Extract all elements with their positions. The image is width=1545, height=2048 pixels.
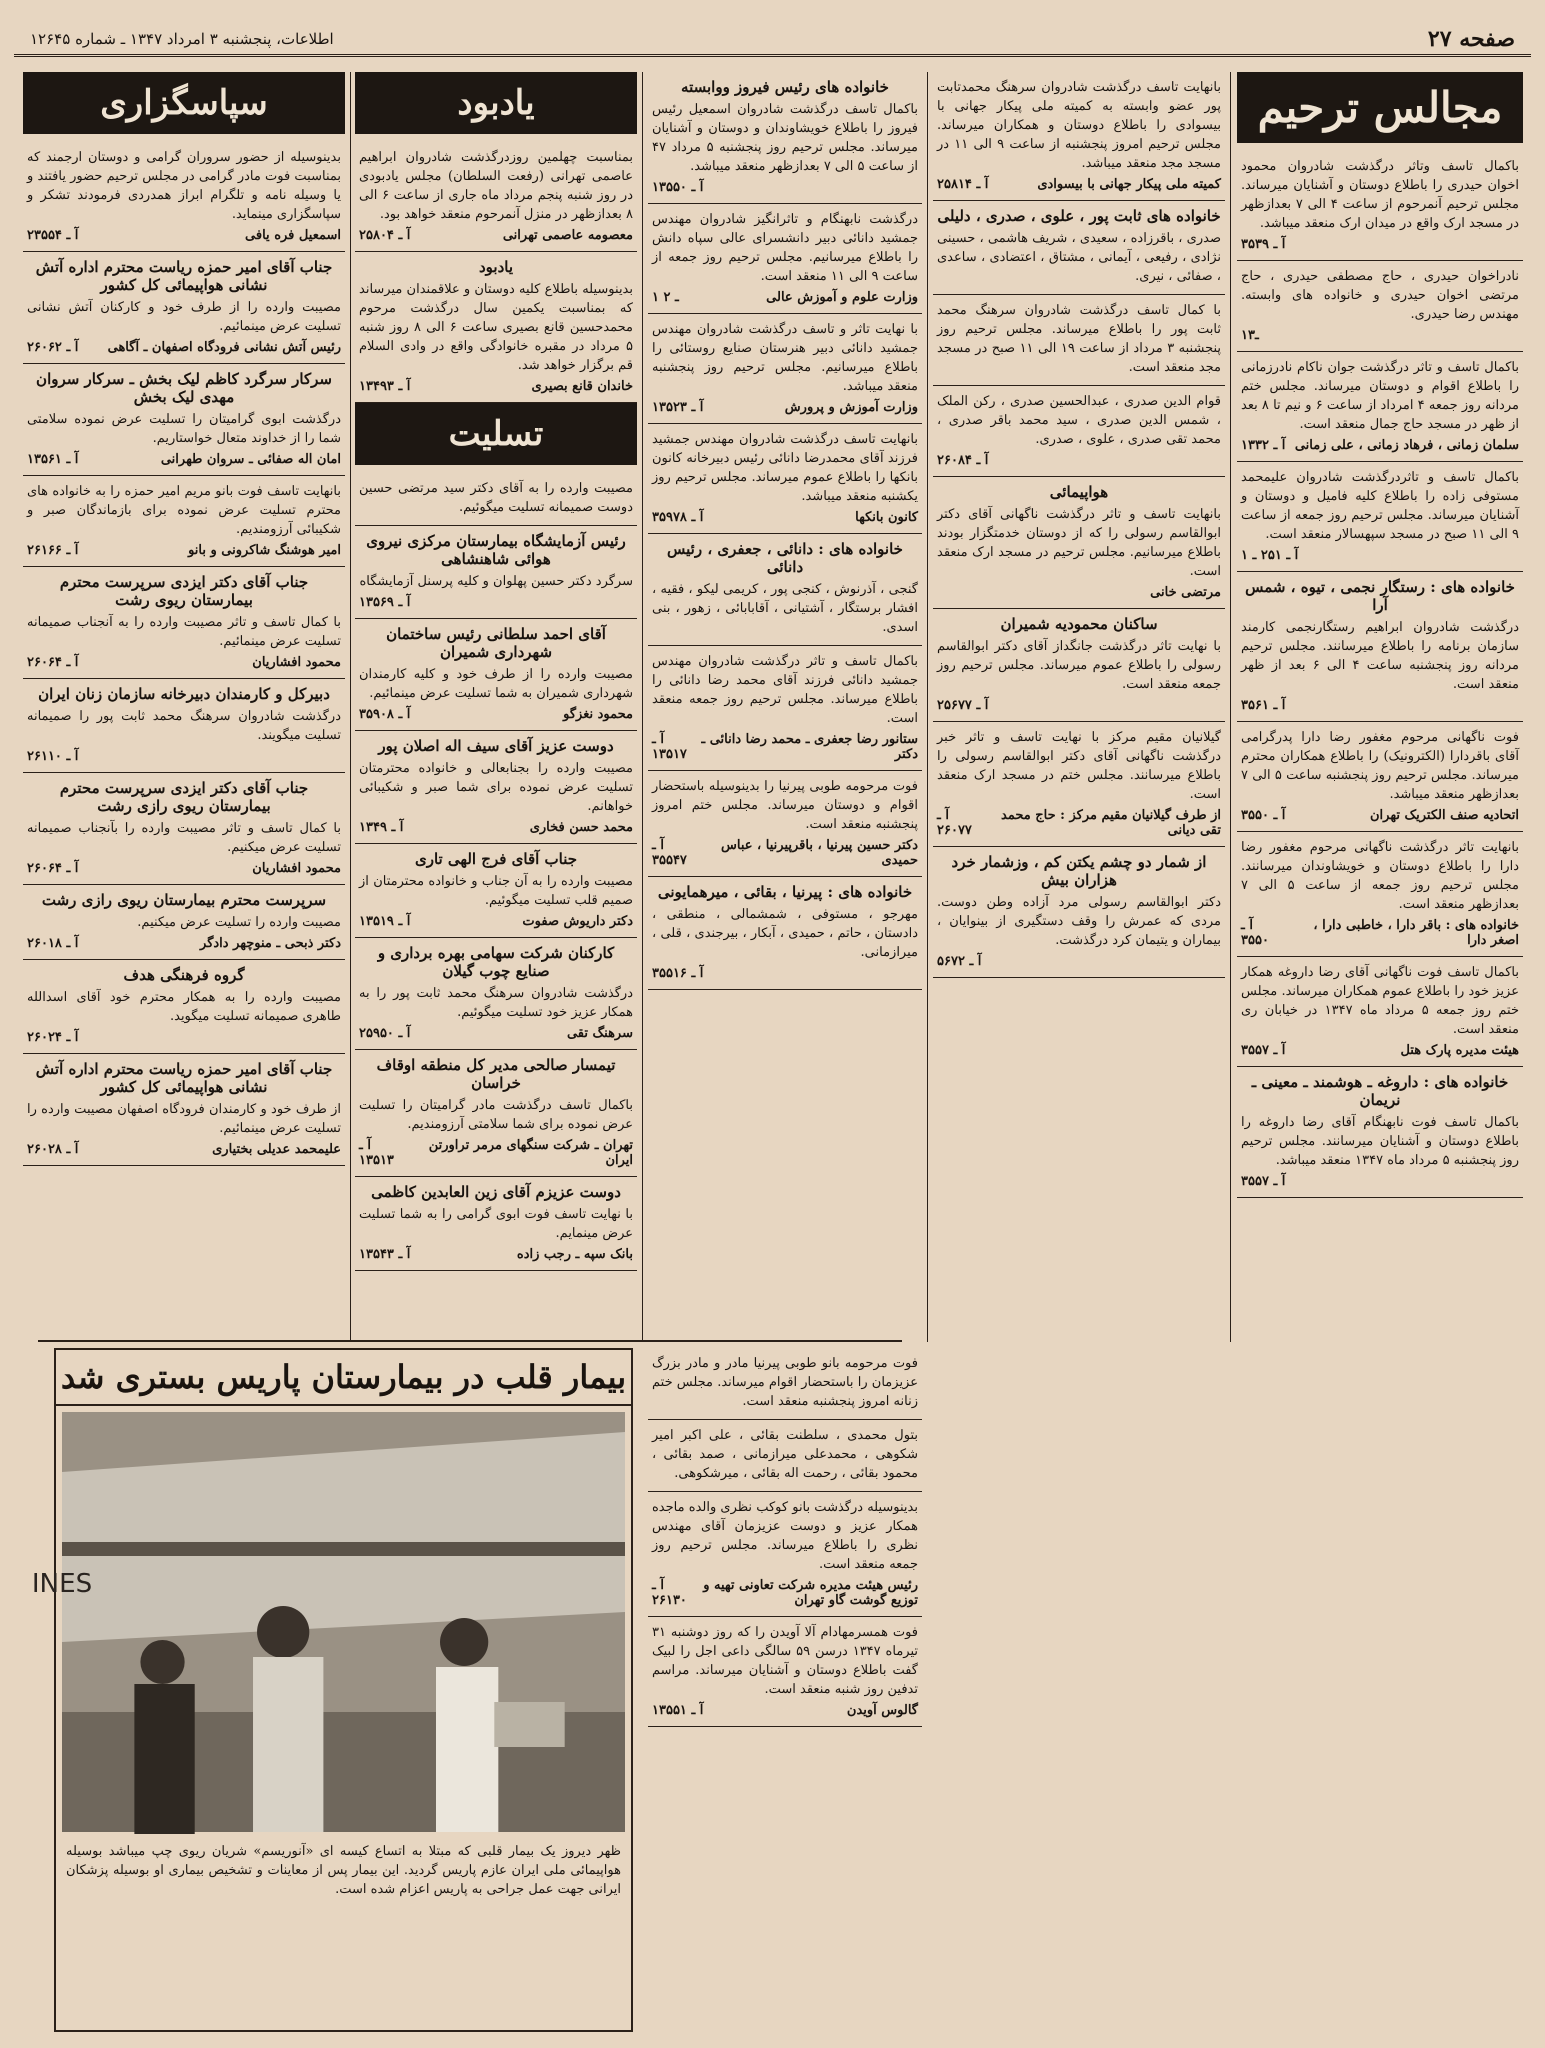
notice-text: درگذشت شادروان سرهنگ محمد ثابت پور را صمیمانه تسلیت میگویند.: [27, 709, 341, 743]
notice-signature-row: [27, 452, 341, 467]
notice-code: آ ـ ۱۳۴۹۳: [359, 379, 411, 394]
notice: [1237, 832, 1523, 957]
notice-title: کارکنان شرکت سهامی بهره برداری و صنایع چوب گیلان: [377, 944, 615, 980]
notice-title: آقای احمد سلطانی رئیس ساختمان شهرداری شمیران: [386, 625, 606, 661]
notice-signature-row: [1241, 808, 1519, 823]
notice-signature-row: [27, 1142, 341, 1157]
notice-signature: خانواده های : باقر دارا ، خاطبی دارا ، اصغر دارا: [1313, 918, 1519, 948]
notice-title: دوست عزیز آقای سیف اله اصلان پور: [378, 737, 614, 755]
notice-title: سرپرست محترم بیمارستان ریوی رازی رشت: [41, 891, 327, 909]
notice-text: مصیبت وارده را به همکار محترم خود آقای اسدالله طاهری صمیمانه تسلیت میگوید.: [27, 990, 341, 1024]
notice-code: آ ـ ۱۳۵۱۷: [652, 732, 687, 762]
notice-signature: رئیس هیئت مدیره شرکت تعاونی تهیه و توزیع گوشت گاو تهران: [703, 1578, 918, 1608]
notice-signature: امان اله صفائی ـ سروان طهرانی: [160, 452, 341, 467]
notice: [648, 1617, 922, 1727]
notice: [933, 847, 1225, 978]
notice: [933, 295, 1225, 386]
notice: [23, 885, 345, 960]
notice-signature-row: [937, 808, 1221, 838]
notice-text: گیلانیان مقیم مرکز با نهایت تاسف و تاثر خبر درگذشت ناگهانی آقای دکتر ابوالقاسم رسولی را باطلاع میرسانند. مجلس ختم در مسجد ارک منعقد است.: [937, 730, 1221, 802]
masthead: [14, 24, 1531, 57]
notice-text: مهرجو ، مستوفی ، شمشمالی ، منطقی ، دادستان ، حاتم ، حمیدی ، آبکار ، بیرجندی ، قلی ، میرازمانی.: [652, 907, 918, 960]
notice-text: بدینوسیله باطلاع کلیه دوستان و علاقمندان میرساند که بمناسبت یکمین سال درگذشت مرحوم محمدحسین قانع بصیری ساعت ۶ الی ۸ روز شنبه ۵ مرداد در مقبره خانوادگی واقع در وادی السلام قم برگزار خواهد شد.: [359, 282, 633, 373]
notice-signature-row: [652, 1578, 918, 1608]
notice-text: درگذشت شادروان سرهنگ محمد ثابت پور را به همکار عزیز خود تسلیت میگوئیم.: [359, 986, 633, 1020]
notice-title: جناب آقای دکتر ایزدی سرپرست محترم بیمارستان ریوی رشت: [59, 573, 309, 609]
notice-signature: محمد حسن فخاری: [529, 820, 633, 835]
notice: [648, 534, 922, 646]
notice: [23, 142, 345, 252]
notice-text: بدینوسیله از حضور سروران گرامی و دوستان ارجمند که بمناسبت فوت مادر گرامی در مجلس ترحیم حضور یافتند و یا وسیله نامه و تلگرام ابراز همدردی فرمودند تشکر و سپاسگزاری مینماید.: [27, 150, 341, 222]
notice: [355, 1177, 637, 1271]
notice-code: آ ـ ۱۳۵۴۳: [359, 1247, 411, 1262]
notice: [1237, 151, 1523, 261]
notice-code: آ ـ ۳۵۵۷: [1241, 1043, 1286, 1058]
notice-title: از شمار دو چشم یکتن کم ، وزشمار خرد هزاران بیش: [951, 853, 1207, 889]
notice-text: مصیبت وارده را از طرف خود و کلیه کارمندان شهرداری شمیران به شما تسلیت عرض مینمائیم.: [359, 667, 633, 701]
notice-signature-row: [1241, 918, 1519, 948]
notice-title: خانواده های : پیرنیا ، بقائی ، میرهمایونی: [657, 883, 913, 901]
notice-title: گروه فرهنگی هدف: [123, 966, 245, 984]
notice-code: آ ـ ۲۶۰۶۴: [27, 655, 79, 670]
notice-text: بتول محمدی ، سلطنت بقائی ، علی اکبر امیر شکوهی ، محمدعلی میرازمانی ، صمد بقائی ، محمود بقائی ، رحمت اله بقائی ، میرشکوهی.: [652, 1428, 918, 1481]
notice-code: آ ـ ۲۶۰۱۸: [27, 936, 79, 951]
notice-code: آ ـ ۲۵۱ ـ ۱: [1241, 548, 1299, 563]
notice-signature-row: [1241, 1043, 1519, 1058]
notice-signature: علیمحمد عدیلی بختیاری: [212, 1142, 341, 1157]
notice-text: نادراخوان حیدری ، حاج مصطفی حیدری ، حاج مرتضی اخوان حیدری و خانواده های وابسته. مهندس رضا حیدری.: [1241, 269, 1519, 322]
page-number: صفحه ۲۷: [1427, 26, 1515, 52]
notice-title: هواپیمائی: [1049, 483, 1109, 501]
notice-signature-row: [359, 228, 633, 243]
notice-text: بانهایت تاسف فوت بانو مریم امیر حمزه را به خانواده های محترم تسلیت عرض نموده برای بازماندگان صبر و شکیبائی آرزومندیم.: [27, 484, 341, 537]
notice-signature: ستانور رضا جعفری ـ محمد رضا دانائی ـ دکتر: [701, 732, 918, 762]
notice-signature: از طرف گیلانیان مقیم مرکز : حاج محمد تقی دیانی: [1001, 808, 1221, 838]
notice-text: بانهایت تاثر درگذشت ناگهانی مرحوم مغفور رضا دارا را باطلاع دوستان و خویشاوندان میرسانند. مجلس ترحیم روز جمعه از ساعت ۵ الی ۷ بعدازظهر منعقد است.: [1241, 840, 1519, 912]
notice-signature-row: [27, 861, 341, 876]
notice: [355, 938, 637, 1050]
notice: [648, 1492, 922, 1617]
notice-text: مصیبت وارده را تسلیت عرض میکنیم.: [137, 915, 341, 930]
notice-code: آ ـ ۳۵۵۴۷: [652, 838, 687, 868]
notice-code: آ ـ ۱۳۴۹: [359, 820, 404, 835]
notice-code: آ ـ ۳۵۶۱: [1241, 698, 1286, 713]
notice-title: خانواده های : رستگار نجمی ، تیوه ، شمس آرا: [1245, 578, 1515, 614]
notice-text: فوت مرحومه طوبی پیرنیا را بدینوسیله باستحضار اقوام و دوستان میرساند. مجلس ختم امروز پنجشنبه منعقد است.: [652, 779, 918, 832]
notice-code: آ ـ ۲۵۹۵۰: [359, 1026, 411, 1041]
notice-code: آ ـ ۲۶۰۶۲: [27, 340, 79, 355]
notice-signature-row: [27, 936, 341, 951]
notice-signature: محمود افشاریان: [252, 861, 341, 876]
notice-signature-row: [359, 379, 633, 394]
notice-code: ۱ـ۳: [1241, 328, 1259, 343]
notice-signature: سرهنگ تقی: [566, 1026, 633, 1041]
notice-signature-row: [359, 1138, 633, 1168]
photo-headline: بیمار قلب در بیمارستان پاریس بستری شد: [56, 1350, 631, 1406]
notice-code: آ ـ ۲۵۶۷۷: [937, 698, 989, 713]
notice-code: آ ـ ۲۶۰۲۴: [27, 1030, 79, 1045]
notice-signature-row: [359, 707, 633, 722]
notice: [23, 567, 345, 679]
notice-text: بدینوسیله درگذشت بانو کوکب نظری والده ماجده همکار عزیز و دوست عزیزمان آقای مهندس نظری را باطلاع میرساند. مجلس ترحیم روز جمعه منعقد است.: [652, 1500, 918, 1572]
notice: [1237, 261, 1523, 352]
notice: [648, 646, 922, 771]
notice: [933, 72, 1225, 201]
section-rule: [38, 1340, 902, 1342]
section-banner-majales: مجالس ترحیم: [1237, 72, 1523, 143]
notice-code: آ ـ ۲۶۰۶۴: [27, 861, 79, 876]
notice: [355, 473, 637, 526]
notice: [648, 424, 922, 534]
notice-text: فوت همسرمهادام آلا آویدن را که روز دوشنبه ۳۱ تیرماه ۱۳۴۷ درسن ۵۹ سالگی داعی اجل را لبیک گفت باطلاع دوستان و آشنایان میرساند. مراسم تدفین روز شنبه منعقد است.: [652, 1625, 918, 1697]
notice-code: آ ـ ۲۵۸۰۴: [359, 228, 411, 243]
notice: [1237, 572, 1523, 722]
notice: [648, 771, 922, 877]
notice: [23, 364, 345, 476]
notice: [23, 773, 345, 885]
notice-text: باکمال تاسف فوت نابهنگام آقای رضا داروغه را باطلاع دوستان و آشنایان میرسانند. مجلس ترحیم روز پنجشنبه ۵ مرداد ماه ۱۳۴۷ منعقد میباشد.: [1241, 1115, 1519, 1168]
column-3: [648, 72, 922, 1338]
notice: [355, 142, 637, 252]
notice-text: فوت ناگهانی مرحوم مغفور رضا دارا پدرگرامی آقای باقردارا (الکترونیک) را باطلاع همکاران محترم میرساند. مجلس ترحیم روز پنجشنبه ساعت ۵ الی ۷ بعدازظهر منعقد میباشد.: [1241, 730, 1519, 802]
notice-signature-row: [652, 732, 918, 762]
notice: [1237, 1067, 1523, 1198]
notice-signature: گالوس آویدن: [846, 1703, 918, 1718]
notice-signature: بانک سپه ـ رجب زاده: [516, 1247, 633, 1262]
notice-signature-row: [27, 749, 341, 764]
notice-text: با نهایت تاسف فوت ابوی گرامی را به شما تسلیت عرض مینمایم.: [359, 1207, 633, 1241]
notice: [23, 960, 345, 1054]
column-2: [933, 72, 1225, 2012]
column-rule: [1230, 72, 1231, 1342]
photo-caption: ظهر دیروز یک بیمار قلبی که مبتلا به اتساع کیسه ای «آنوریسم» شریان ریوی چپ میباشد بوسیله هواپیمائی ملی ایران عازم پاریس گردید. این بیمار پس از معاینات و تشخیص بیماری او بوسیله پزشکان ایرانی جهت عمل جراحی به پاریس اعزام شده است.: [66, 1844, 621, 1897]
notice-signature-row: [27, 1030, 341, 1045]
notice-text: مصیبت وارده را به آقای دکتر سید مرتضی حسین دوست صمیمانه تسلیت میگوئیم.: [359, 481, 633, 515]
notice-signature: خاندان قانع بصیری: [531, 379, 633, 394]
notice-signature-row: [359, 914, 633, 929]
notice-text: بانهایت تاسف درگذشت شادروان سرهنگ محمدتابت پور عضو وابسته به کمیته ملی پیکار جهانی با بیسوادی را باطلاع دوستان و همکاران میرساند. مجلس ترحیم امروز پنجشنبه از ساعت ۹ الی ۱۱ در مسجد مجد منعقد میباشد.: [937, 80, 1221, 171]
notice-code: آ ـ ۲۵۸۱۴: [937, 177, 989, 192]
notice-signature-row: [359, 1026, 633, 1041]
airplane-photo-illustration: [31, 1412, 625, 1832]
notice: [355, 1050, 637, 1177]
notice: [355, 844, 637, 938]
notice-code: آ ـ ۲۶۰۸۴: [937, 453, 989, 468]
notice-text: با نهایت تاثر و تاسف درگذشت شادروان مهندس جمشید دانائی دبیر هنرستان صنایع روستائی را باطلاع میرسانیم. مجلس ترحیم روز پنجشنبه منعقد میباشد.: [652, 322, 918, 394]
notice-title: خانواده های : دانائی ، جعفری ، رئیس دانائی: [667, 540, 903, 576]
notice-signature: محمود افشاریان: [252, 655, 341, 670]
notice-signature: وزارت علوم و آموزش عالی: [766, 290, 918, 305]
notice-signature-row: [27, 655, 341, 670]
plane-livery-text: INES: [31, 1569, 93, 1599]
notice-code: آ ـ ۲۶۱۶۶: [27, 543, 79, 558]
notice: [933, 386, 1225, 477]
notice-signature: محمود نغزگو: [563, 707, 633, 722]
notice-signature-row: [937, 954, 1221, 969]
notice-text: درگذشت نابهنگام و تاثرانگیز شادروان مهندس جمشید دانائی دبیر دانشسرای عالی سپاه دانش را باطلاع میرسانیم. مجلس ترحیم روز جمعه از ساعت ۹ الی ۱۱ منعقد است.: [652, 212, 918, 284]
notice-code: آ ـ ۱۳۳۲: [1241, 438, 1286, 453]
notice-text: گنجی ، آذرنوش ، کنجی پور ، کریمی لیکو ، فقیه ، افشار برستگار ، آشتیانی ، آقابابائی ، زهور ، بنی اسدی.: [652, 582, 918, 635]
notice-text: مصیبت وارده را بجنابعالی و خانواده محترمتان تسلیت عرض نموده برای شما صبر و شکیبائی خواهانم.: [359, 761, 633, 814]
notice-signature-row: [359, 595, 633, 610]
notice-code: آ ـ ۱۳۵۶۹: [359, 595, 411, 610]
column-rule: [642, 72, 643, 1342]
notice-title: دوست عزیزم آقای زین العابدین کاظمی: [371, 1183, 621, 1201]
notice-signature-row: [652, 180, 918, 195]
notice-signature: کانون بانکها: [855, 510, 918, 525]
notice-signature-row: [1241, 328, 1519, 343]
notice-text: مصیبت وارده را به آن جناب و خانواده محترمتان از صمیم قلب تسلیت میگوئیم.: [359, 874, 633, 908]
notice-text: باکمال تاسف درگذشت شادروان اسمعیل رئیس فیروز را باطلاع خویشاوندان و دوستان و آشنایان میرساند. مجلس ترحیم روز پنجشنبه ۵ مرداد ۴۷ از ساعت ۵ الی ۷ بعدازظهر منعقد میباشد.: [652, 102, 918, 174]
column-rule: [350, 72, 351, 1342]
notice-signature-row: [652, 838, 918, 868]
notice-code: آ ـ ۲۶۱۱۰: [27, 749, 79, 764]
notice: [648, 877, 922, 990]
notice-text: صدری ، باقرزاده ، سعیدی ، شریف هاشمی ، حسینی نژادی ، رفیعی ، آیمانی ، مشتاق ، اعتضادی ، ساعدی ، صفائی ، نیری.: [937, 231, 1221, 284]
notice-signature-row: [1241, 548, 1519, 563]
notice: [23, 1054, 345, 1166]
notice-signature: اتحادیه صنف الکتریک تهران: [1370, 808, 1519, 823]
notice-title: یادبود: [478, 258, 514, 276]
notice-code: آ ـ ۲۳۵۵۴: [27, 228, 79, 243]
column-majales: [1237, 72, 1523, 2012]
notice: [933, 609, 1225, 722]
notice-text: درگذشت شادروان ابراهیم رستگارنجمی کارمند سازمان برنامه را باطلاع میرسانند. مجلس ترحیم مردانه روز پنجشنبه ساعت ۴ الی ۶ بعد از ظهر منعقد است.: [1241, 620, 1519, 692]
notice-text: باکمال تاسف وتاثر درگذشت شادروان محمود اخوان حیدری را باطلاع دوستان و آشنایان میرساند. مجلس ترحیم آنمرحوم از ساعت ۴ الی ۷ بعدازظهر در مسجد ارک واقع در میدان ارک منعقد میباشد.: [1241, 159, 1520, 231]
notice: [1237, 462, 1523, 572]
notice-signature-row: [27, 340, 341, 355]
photo-news-block: [31, 1348, 633, 2032]
notice-signature: مرتضی خانی: [1150, 585, 1221, 600]
notice-code: آ ـ ۲۶۰۲۸: [27, 1142, 79, 1157]
notice-title: رئیس آزمایشگاه بیمارستان مرکزی نیروی هوائی شاهنشاهی: [366, 532, 626, 568]
notice-signature: اسمعیل فره یافی: [245, 228, 341, 243]
notice-title: خانواده های رئیس فیروز ووابسته: [681, 78, 889, 96]
notice-text: فوت مرحومه بانو طوبی پیرنیا مادر و مادر بزرگ عزیزمان را باستحضار اقوام میرساند. مجلس ختم زنانه امروز پنجشنبه منعقد است.: [652, 1356, 918, 1409]
notice-text: با کمال تاسف و تاثر مصیبت وارده را به آنجناب صمیمانه تسلیت عرض مینمائیم.: [27, 615, 341, 649]
notice-signature-row: [1241, 438, 1519, 453]
notice-signature-row: [359, 820, 633, 835]
notice-code: آ ـ ۳۵۹۰۸: [359, 707, 411, 722]
notice-signature-row: [652, 1703, 918, 1718]
notice-title: خانواده های : داروغه ـ هوشمند ـ معینی ـ نریمان: [1251, 1073, 1509, 1109]
notice: [648, 1420, 922, 1492]
notice-code: آ ـ ۲۶۱۳۰: [652, 1578, 687, 1608]
notice-title: جناب آقای امیر حمزه ریاست محترم اداره آتش نشانی هواپیمائی کل کشور: [35, 258, 333, 294]
notice-code: آ ـ ۳۵۳۹: [1241, 237, 1286, 252]
notice-signature-row: [652, 290, 918, 305]
notice-signature-row: [1241, 698, 1519, 713]
section-banner-yadbood: یادبود: [355, 72, 637, 134]
notice-title: تیمسار صالحی مدیر کل منطقه اوقاف خراسان: [376, 1056, 616, 1092]
notice-code: آ ـ ۱۳۵۵۰: [652, 180, 704, 195]
notice-signature-row: [27, 228, 341, 243]
notice-code: آ ـ ۳۵۵۷: [1241, 1174, 1286, 1189]
notice-signature: هیئت مدیره پارک هتل: [1400, 1043, 1519, 1058]
notice-signature-row: [359, 1247, 633, 1262]
notice-signature: رئیس آتش نشانی فرودگاه اصفهان ـ آگاهی: [107, 340, 341, 355]
notice-code: آ ـ ۳۵۹۷۸: [652, 510, 704, 525]
notice-code: آ ـ ۳۵۵۰: [1241, 808, 1286, 823]
notice-code: آ ـ ۳۵۵۰: [1241, 918, 1269, 948]
notice-signature: وزارت آموزش و پرورش: [784, 400, 918, 415]
notice-signature-row: [27, 543, 341, 558]
notice: [355, 619, 637, 731]
notice-text: درگذشت ابوی گرامیتان را تسلیت عرض نموده سلامتی شما را از خداوند متعال خواستاریم.: [27, 412, 341, 446]
notice-text: قوام الدین صدری ، عبدالحسین صدری ، رکن الملک ، شمس الدین صدری ، سید محمد باقر صدری ، محمد تقی صدری ، علوی ، صدری.: [937, 394, 1221, 447]
section-banner-tasliat: تسلیت: [355, 403, 637, 465]
notice-signature: دکتر داریوش صفوت: [522, 914, 633, 929]
notice-title: ساکنان محمودیه شمیران: [1000, 615, 1158, 633]
notice: [1237, 352, 1523, 462]
notice: [1237, 722, 1523, 832]
notice-signature-row: [652, 966, 918, 981]
notice-text: باکمال تاسف فوت ناگهانی آقای رضا داروغه همکار عزیز خود را باطلاع عموم همکاران میرساند. مجلس ختم روز جمعه ۵ مرداد ماه ۱۳۴۷ در خیابان ری منعقد است.: [1241, 965, 1520, 1037]
newspaper-page: [14, 10, 1531, 2040]
notice-text: بمناسبت چهلمین روزدرگذشت شادروان ابراهیم عاصمی تهرانی (رفعت السلطان) مجلس یادبودی در روز شنبه پنجم مرداد ماه جاری از ساعت ۶ الی ۸ بعدازظهر در منزل آنمرحوم منعقد خواهد بود.: [359, 150, 633, 222]
notice-text: با کمال تاسف درگذشت شادروان سرهنگ محمد ثابت پور را باطلاع میرساند. مجلس ترحیم روز پنجشنبه ۳ مرداد از ساعت ۱۹ الی ۱۱ صبح در مسجد مجد منعقد است.: [937, 303, 1221, 375]
notice-title: جناب آقای امیر حمزه ریاست محترم اداره آتش نشانی هواپیمائی کل کشور: [35, 1060, 333, 1096]
notice-code: ۱ ـ ۲: [652, 290, 679, 305]
notice-title: جناب آقای فرج الهی تاری: [414, 850, 578, 868]
notice: [23, 679, 345, 773]
notice: [933, 477, 1225, 609]
notice: [648, 204, 922, 314]
notice-text: با نهایت تاثر درگذشت جانگداز آقای دکتر ابوالقاسم رسولی را باطلاع عموم میرساند. مجلس ترحیم روز جمعه منعقد است.: [937, 639, 1221, 692]
column-rule: [927, 72, 928, 1342]
notice-signature-row: [937, 585, 1221, 600]
notice-signature-row: [937, 177, 1221, 192]
notice-text: باکمال تاسف و تاثر درگذشت جوان ناکام نادرزمانی را باطلاع اقوام و دوستان میرساند. مجلس ختم مردانه روز جمعه ۴ امرداد از ساعت ۶ و نیم تا ۸ بعد از ظهر در مسجد حاج جمال منعقد است.: [1241, 360, 1519, 432]
notice: [1237, 957, 1523, 1067]
notice-text: بانهایت تاسف و تاثر درگذشت ناگهانی آقای دکتر ابوالقاسم رسولی را که از دوستان خدمتگزار بودند باطلاع میرسانیم. مجلس ترحیم در مسجد ارک منعقد است.: [937, 507, 1221, 579]
notice-text: از طرف خود و کارمندان فرودگاه اصفهان مصیبت وارده را تسلیت عرض مینمائیم.: [27, 1102, 341, 1136]
notice-signature-row: [652, 400, 918, 415]
notice-title: دبیرکل و کارمندان دبیرخانه سازمان زنان ایران: [38, 685, 330, 703]
notice-text: باکمال تاسف و تاثردرگذشت شادروان علیمحمد مستوفی زاده را باطلاع کلیه فامیل و دوستان و آشنایان میرساند. مجلس ترحیم روز جمعه از ساعت ۹ الی ۱۱ صبح در مسجد سپهسالار منعقد است.: [1241, 470, 1519, 542]
notice-signature: سلمان زمانی ، فرهاد زمانی ، علی زمانی: [1294, 438, 1519, 453]
notice: [648, 1348, 922, 1420]
notice: [933, 722, 1225, 847]
notice-signature-row: [1241, 237, 1519, 252]
notice-signature: دکتر حسین پیرنیا ، باقرپیرنیا ، عباس حمیدی: [721, 838, 918, 868]
notice: [933, 201, 1225, 295]
notice-code: آ ـ ۵۶۷۲: [937, 954, 982, 969]
news-photo: [31, 1412, 625, 1832]
notice: [355, 252, 637, 403]
notice: [648, 72, 922, 204]
notice-code: آ ـ ۳۵۵۱۶: [652, 966, 704, 981]
notice-signature-row: [937, 453, 1221, 468]
notice-signature: معصومه عاصمی تهرانی: [502, 228, 633, 243]
notice-text: مصیبت وارده را از طرف خود و کارکنان آتش نشانی تسلیت عرض مینمائیم.: [27, 300, 341, 334]
notice-title: جناب آقای دکتر ایزدی سرپرست محترم بیمارستان ریوی رازی رشت: [59, 779, 309, 815]
notice-text: باکمال تاسف و تاثر درگذشت شادروان مهندس جمشید دانائی فرزند آقای محمد رضا دانائی را باطلاع میرساند. مجلس ترحیم روز جمعه منعقد است.: [652, 654, 918, 726]
notice-text: با کمال تاسف و تاثر مصیبت وارده را بآنجناب صمیمانه تسلیت عرض میکنیم.: [27, 821, 341, 855]
notice-signature-row: [937, 698, 1221, 713]
notice-code: آ ـ ۲۶۰۷۷: [937, 808, 972, 838]
notice-signature-row: [652, 510, 918, 525]
notice-signature: تهران ـ شرکت سنگهای مرمر تراورتن ایران: [428, 1138, 633, 1168]
notice-code: آ ـ ۱۳۵۱۳: [359, 1138, 394, 1168]
notice-code: آ ـ ۱۳۵۶۱: [27, 452, 79, 467]
notice: [355, 731, 637, 844]
notice-signature: دکتر ذبحی ـ منوچهر دادگر: [200, 936, 341, 951]
notice-signature: امیر هوشنگ شاکرونی و بانو: [188, 543, 341, 558]
notice: [23, 476, 345, 567]
notice-text: باکمال تاسف درگذشت مادر گرامیتان را تسلیت عرض نموده برای شما سلامتی آرزومندیم.: [359, 1098, 633, 1132]
column-yadbood-tasliat: [355, 72, 637, 1338]
notice-text: بانهایت تاسف درگذشت شادروان مهندس جمشید فرزند آقای محمدرضا دانائی رئیس دبیرخانه کانون بانکها را باطلاع عموم میرساند. مجلس ترحیم روز یکشنبه منعقد میباشد.: [652, 432, 918, 504]
notice-text: سرگرد دکتر حسین پهلوان و کلیه پرسنل آزمایشگاه: [359, 574, 633, 589]
bottom-column-mid: [648, 1348, 922, 2038]
section-banner-sepas: سپاسگزاری: [23, 72, 345, 134]
notice-signature: کمیته ملی پیکار جهانی با بیسوادی: [1037, 177, 1221, 192]
notice-title: خانواده های ثابت پور ، علوی ، صدری ، دلیلی: [937, 207, 1221, 225]
notice-signature-row: [1241, 1174, 1519, 1189]
notice-code: آ ـ ۱۳۵۲۳: [652, 400, 704, 415]
notice-text: دکتر ابوالقاسم رسولی مرد آزاده وطن دوست. مردی که عمرش را وقف دستگیری از بینوایان ، بیماران و یتیمان کرد درگذشت.: [937, 895, 1221, 948]
notice-code: آ ـ ۱۳۵۵۱: [652, 1703, 704, 1718]
notice: [23, 252, 345, 364]
notice-title: سرکار سرگرد کاظم لیک بخش ـ سرکار سروان مهدی لیک بخش: [36, 370, 332, 406]
notice: [648, 314, 922, 424]
issue-info: اطلاعات، پنجشنبه ۳ امرداد ۱۳۴۷ ـ شماره ۱۲۶۴۵: [30, 30, 334, 48]
notice-code: آ ـ ۱۳۵۱۹: [359, 914, 411, 929]
notice: [355, 526, 637, 619]
column-sepas: [23, 72, 345, 1338]
